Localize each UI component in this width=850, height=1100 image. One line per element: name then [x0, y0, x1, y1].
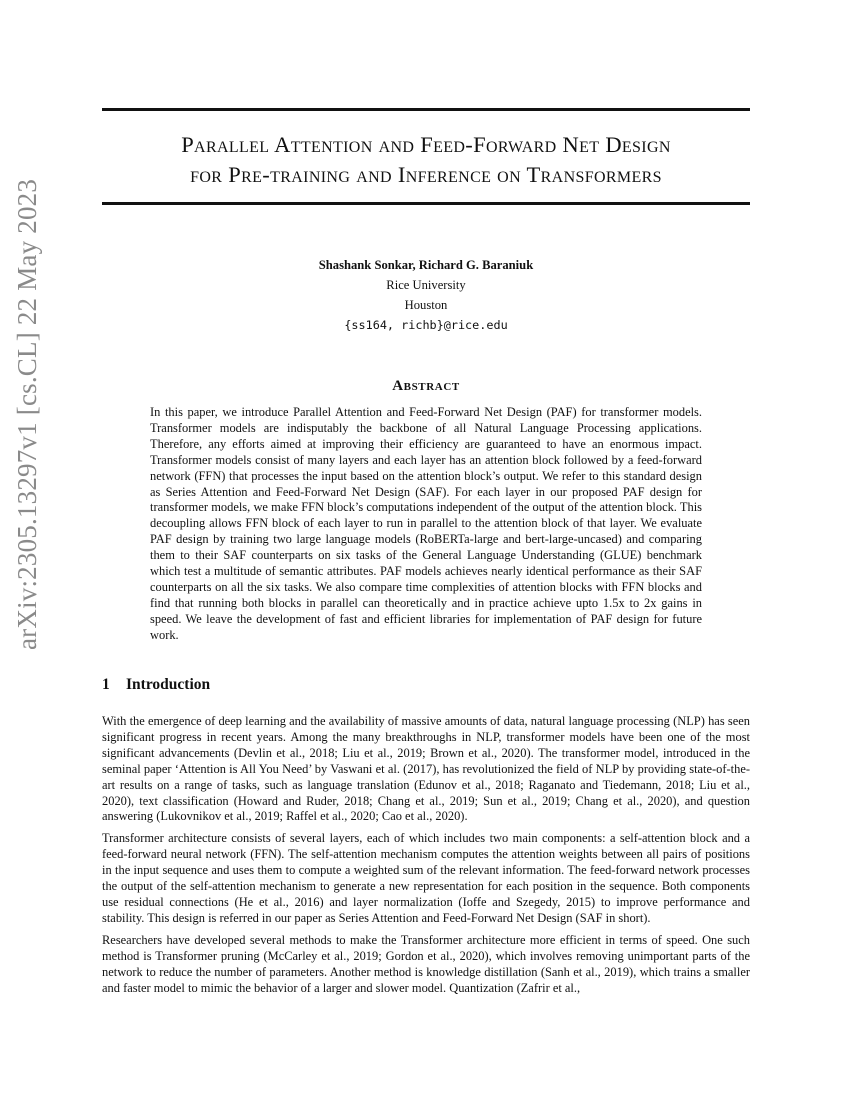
body-paragraph-3: Researchers have developed several methods to make the Transformer architecture more efficient in terms of speed. One such method is Transformer pruning (McCarley et al., 2019; Gordon et al., 2020), which involves removing unimportant parts of the network to reduce the number of parameters. Another method is knowledge distillation (Sanh et al., 2019), which trains a smaller and faster model to mimic the behavior of a larger and slower model. Quantization (Zafrir et al.,: [102, 932, 750, 995]
author-city: Houston: [404, 298, 448, 312]
author-names: Shashank Sonkar, Richard G. Baraniuk: [318, 258, 534, 272]
author-affiliation: Rice University: [386, 278, 466, 292]
body-paragraph-1: With the emergence of deep learning and the availability of massive amounts of data, natural language processing (NLP) has seen significant progress in recent years. Among the many breakthroughs in NLP, transformer models have been one of the most significant advancements (Devlin et al., 2018; Liu et al., 2019; Brown et al., 2020). The transformer model, introduced in the seminal paper ‘Attention is All You Need’ by Vaswani et al. (2017), has revolutionized the field of NLP by providing state-of-the-art results on a range of tasks, such as language translation (Edunov et al., 2018; Raganato and Tiedemann, 2018; Liu et al., 2020), text classification (Howard and Ruder, 2018; Chang et al., 2019; Sun et al., 2019; Chang et al., 2020), and question answering (Lukovnikov et al., 2019; Raffel et al., 2020; Cao et al., 2020).: [102, 714, 750, 824]
paper-title: [102, 130, 750, 190]
section-heading: [102, 676, 210, 694]
title-top-rule: [102, 108, 750, 111]
abstract-text: In this paper, we introduce Parallel Attention and Feed-Forward Net Design (PAF) for transformer models. Transformer models are indisputably the backbone of all Natural Language Processing applications. Therefore, any efforts aimed at improving their efficiency are guaranteed to have an enormous impact. Transformer models consist of many layers and each layer has an attention block followed by a feed-forward network (FFN) that processes the input based on the attention block’s output. We refer to this standard design as Series Attention and Feed-Forward Net Design (SAF). For each layer in our proposed PAF design for transformer models, we make FFN block’s computations independent of the output of the attention block. This decoupling allows FFN block of each layer to run in parallel to the attention block of that layer. We evaluate PAF design by training two large language models (RoBERTa-large and bert-large-uncased) and comparing them to their SAF counterparts on six tasks of the General Language Understanding (GLUE) benchmark which test a multitude of semantic attributes. PAF models achieves nearly identical performance as their SAF counterparts on all the six tasks. We also compare time complexities of attention blocks with FFN blocks and find that running both blocks in parallel can theoretically and in practice achieve upto 1.5x to 2x gains in speed. We leave the development of fast and efficient libraries for implementation of PAF design for future work.: [150, 405, 702, 642]
title-bottom-rule: [102, 202, 750, 205]
section-title: Introduction: [126, 676, 211, 693]
author-email: {ss164, richb}@rice.edu: [344, 318, 508, 332]
body-paragraph-2: Transformer architecture consists of several layers, each of which includes two main components: a self-attention block and a feed-forward neural network (FFN). The self-attention mechanism computes the attention weights between all pairs of positions in the input sequence and uses them to compute a weighted sum of the relevant information. The feed-forward network processes the output of the self-attention mechanism to generate a new representation for each position in the sequence. Both components use residual connections (He et al., 2016) and layer normalization (Ioffe and Szegedy, 2015) to improve performance and stability. This design is referred in our paper as Series Attention and Feed-Forward Net Design (SAF in short).: [102, 831, 750, 925]
section-number: 1: [102, 676, 110, 693]
section-body: [102, 714, 750, 1002]
author-block: [102, 255, 750, 335]
title-line-2: for Pre-training and Inference on Transformers: [190, 162, 662, 187]
arxiv-identifier: arXiv:2305.13297v1 [cs.CL] 22 May 2023: [12, 178, 42, 650]
abstract-heading: Abstract: [392, 378, 460, 394]
title-line-1: Parallel Attention and Feed-Forward Net Design: [181, 132, 671, 157]
